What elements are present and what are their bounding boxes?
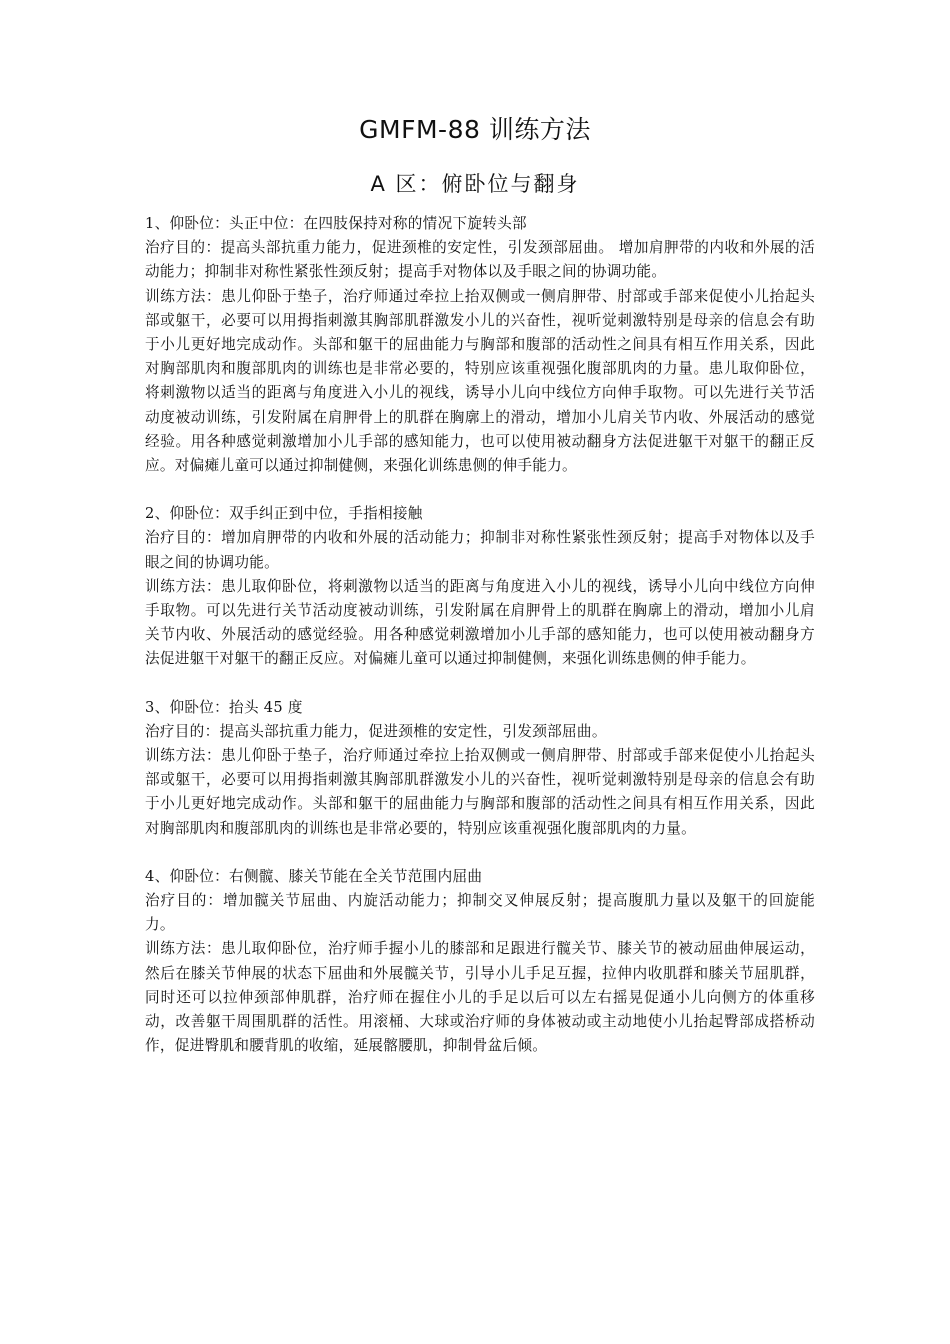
section-heading: 2、仰卧位：双手纠正到中位，手指相接触 [145,505,423,523]
section-goal: 治疗目的：增加肩胛带的内收和外展的活动能力；抑制非对称性紧张性颈反射；提高手对物体以及手眼之间的协调功能。 [145,529,815,571]
section-1 [145,212,815,478]
section-goal: 治疗目的：提高头部抗重力能力，促进颈椎的安定性，引发颈部屈曲。 增加肩胛带的内收和外展的活动能力；抑制非对称性紧张性颈反射；提高手对物体以及手眼之间的协调功能。 [145,239,815,281]
section-4 [145,865,815,1059]
section-method: 训练方法：患儿仰卧于垫子，治疗师通过牵拉上抬双侧或一侧肩胛带、肘部或手部来促使小儿抬起头部或躯干，必要可以用拇指刺激其胸部肌群激发小儿的兴奋性，视听觉刺激特别是母亲的信息会有助于小儿更好地完成动作。头部和躯干的屈曲能力与胸部和腹部的活动性之间具有相互作用关系，因此对胸部肌肉和腹部肌肉的训练也是非常必要的，特别应该重视强化腹部肌肉的力量。 [145,747,815,837]
section-goal: 治疗目的：增加髋关节屈曲、内旋活动能力；抑制交叉伸展反射；提高腹肌力量以及躯干的回旋能力。 [145,892,815,934]
document-body [145,212,815,1083]
section-heading: 4、仰卧位：右侧髋、膝关节能在全关节范围内屈曲 [145,867,483,885]
section-heading: 3、仰卧位：抬头 45 度 [145,698,303,716]
section-2 [145,502,815,671]
section-method: 训练方法：患儿取仰卧位，将刺激物以适当的距离与角度进入小儿的视线，诱导小儿向中线位方向伸手取物。可以先进行关节活动度被动训练，引发附属在肩胛骨上的肌群在胸廓上的滑动，增加小儿肩关节内收、外展活动的感觉经验。用各种感觉刺激增加小儿手部的感知能力，也可以使用被动翻身方法促进躯干对躯干的翻正反应。对偏瘫儿童可以通过抑制健侧，来强化训练患侧的伸手能力。 [145,577,815,668]
section-method: 训练方法：患儿仰卧于垫子，治疗师通过牵拉上抬双侧或一侧肩胛带、肘部或手部来促使小儿抬起头部或躯干，必要可以用拇指刺激其胸部肌群激发小儿的兴奋性，视听觉刺激特别是母亲的信息会有助于小儿更好地完成动作。头部和躯干的屈曲能力与胸部和腹部的活动性之间具有相互作用关系，因此对胸部肌肉和腹部肌肉的训练也是非常必要的，特别应该重视强化腹部肌肉的力量。患儿取仰卧位，将刺激物以适当的距离与角度进入小儿的视线，诱导小儿向中线位方向伸手取物。可以先进行关节活动度被动训练，引发附属在肩胛骨上的肌群在胸廓上的滑动，增加小儿肩关节内收、外展活动的感觉经验。用各种感觉刺激增加小儿手部的感知能力，也可以使用被动翻身方法促进躯干对躯干的翻正反应。对偏瘫儿童可以通过抑制健侧，来强化训练患侧的伸手能力。 [145,287,815,475]
document-title: GMFM-88 训练方法 [359,115,591,144]
section-heading: 1、仰卧位：头正中位：在四肢保持对称的情况下旋转头部 [145,215,527,232]
section-method: 训练方法：患儿取仰卧位，治疗师手握小儿的膝部和足跟进行髋关节、膝关节的被动屈曲伸展运动，然后在膝关节伸展的状态下屈曲和外展髋关节，引导小儿手足互握，拉伸内收肌群和膝关节屈肌群，同时还可以拉伸颈部伸肌群，治疗师在握住小儿的手足以后可以左右摇晃促通小儿向侧方的体重移动，改善躯干周围肌群的活性。用滚桶、大球或治疗师的身体被动或主动地使小儿抬起臀部成搭桥动作，促进臀肌和腰背肌的收缩，延展髂腰肌，抑制骨盆后倾。 [145,940,815,1055]
document-subtitle: A 区：俯卧位与翻身 [370,172,580,196]
section-goal: 治疗目的：提高头部抗重力能力，促进颈椎的安定性，引发颈部屈曲。 [145,722,607,740]
section-3 [145,696,815,841]
